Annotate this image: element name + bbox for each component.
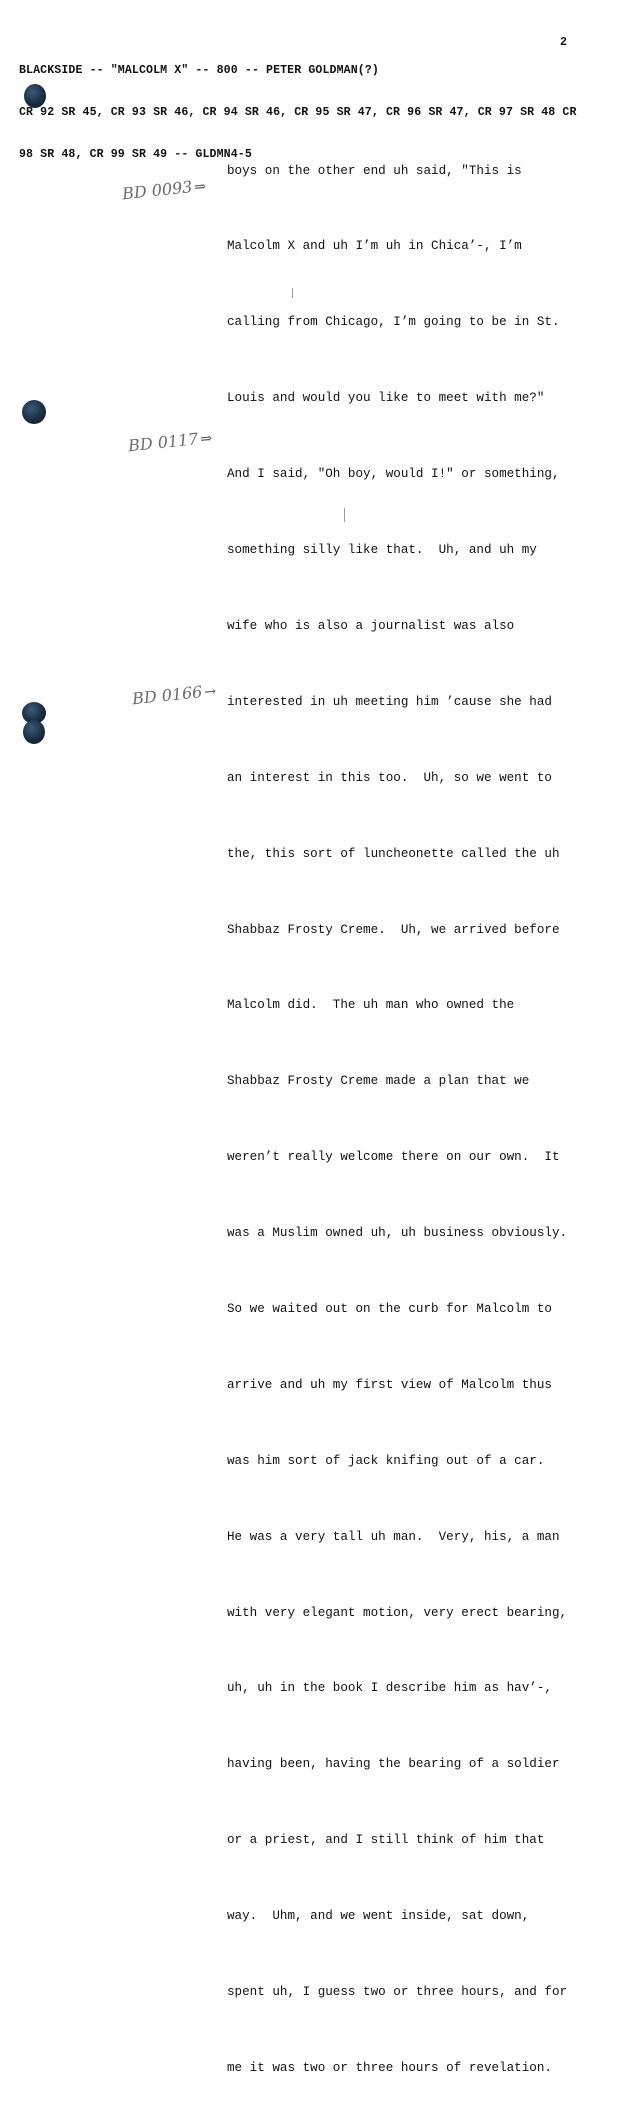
transcript-line: interested in uh meeting him ’cause she had <box>227 694 552 709</box>
transcript-line: something silly like that. Uh, and uh my <box>227 543 537 558</box>
transcript-line: So we waited out on the curb for Malcolm to <box>227 1301 552 1316</box>
arrow-icon: ⇒ <box>199 430 213 448</box>
transcript-line: was a Muslim owned uh, uh business obviously. <box>227 1226 568 1241</box>
transcript-line: with very elegant motion, very erect bearing, <box>227 1605 568 1620</box>
punch-hole-middle <box>22 400 46 424</box>
transcript-line: having been, having the bearing of a soldier <box>227 1757 560 1772</box>
transcript-line: weren’t really welcome there on our own. It <box>227 1150 560 1165</box>
transcript-line: or a priest, and I still think of him that <box>227 1833 545 1848</box>
transcript-line: Malcolm did. The uh man who owned the <box>227 998 515 1013</box>
transcript-line: the, this sort of luncheonette called the uh <box>227 846 560 861</box>
transcript-line: calling from Chicago, I’m going to be in St. <box>227 315 560 330</box>
margin-note <box>131 681 217 709</box>
header-line: 98 SR 48, CR 99 SR 49 -- GLDMN4-5 <box>19 148 252 161</box>
margin-note-text: BD 0117 <box>127 429 200 456</box>
transcript-line: Louis and would you like to meet with me?" <box>227 391 545 406</box>
transcript-line: Shabbaz Frosty Creme. Uh, we arrived before <box>227 922 560 937</box>
transcript-line: me it was two or three hours of revelation. <box>227 2060 552 2075</box>
margin-note-text: BD 0166 <box>131 682 204 709</box>
punch-hole-bottom-lower <box>23 720 45 744</box>
transcript-line: way. Uhm, and we went inside, sat down, <box>227 1909 530 1924</box>
transcript-line: boys on the other end uh said, "This is <box>227 163 522 178</box>
transcript-line: uh, uh in the book I describe him as hav’-, <box>227 1681 552 1696</box>
transcript-line: an interest in this too. Uh, so we went to <box>227 770 552 785</box>
transcript-line: He was a very tall uh man. Very, his, a man <box>227 1529 560 1544</box>
transcript-line: arrive and uh my first view of Malcolm thus <box>227 1377 552 1392</box>
header-line: CR 92 SR 45, CR 93 SR 46, CR 94 SR 46, CR 95 SR 47, CR 96 SR 47, CR 97 SR 48 CR <box>19 106 577 119</box>
header-line: BLACKSIDE -- "MALCOLM X" -- 800 -- PETER GOLDMAN(?) <box>19 64 379 77</box>
transcript-line: Malcolm X and uh I’m uh in Chica’-, I’m <box>227 239 522 254</box>
transcript-line: Shabbaz Frosty Creme made a plan that we <box>227 1074 530 1089</box>
page-number: 2 <box>560 36 567 49</box>
margin-note <box>127 428 213 456</box>
transcript-body <box>227 108 627 2106</box>
transcript-line: And I said, "Oh boy, would I!" or something, <box>227 467 560 482</box>
arrow-icon: ⇒ <box>193 178 207 196</box>
margin-note <box>121 176 207 204</box>
transcript-line: wife who is also a journalist was also <box>227 618 515 633</box>
margin-note-text: BD 0093 <box>121 177 194 204</box>
transcript-line: was him sort of jack knifing out of a car. <box>227 1453 545 1468</box>
arrow-icon: → <box>203 683 217 701</box>
transcript-line: spent uh, I guess two or three hours, and for <box>227 1984 568 1999</box>
